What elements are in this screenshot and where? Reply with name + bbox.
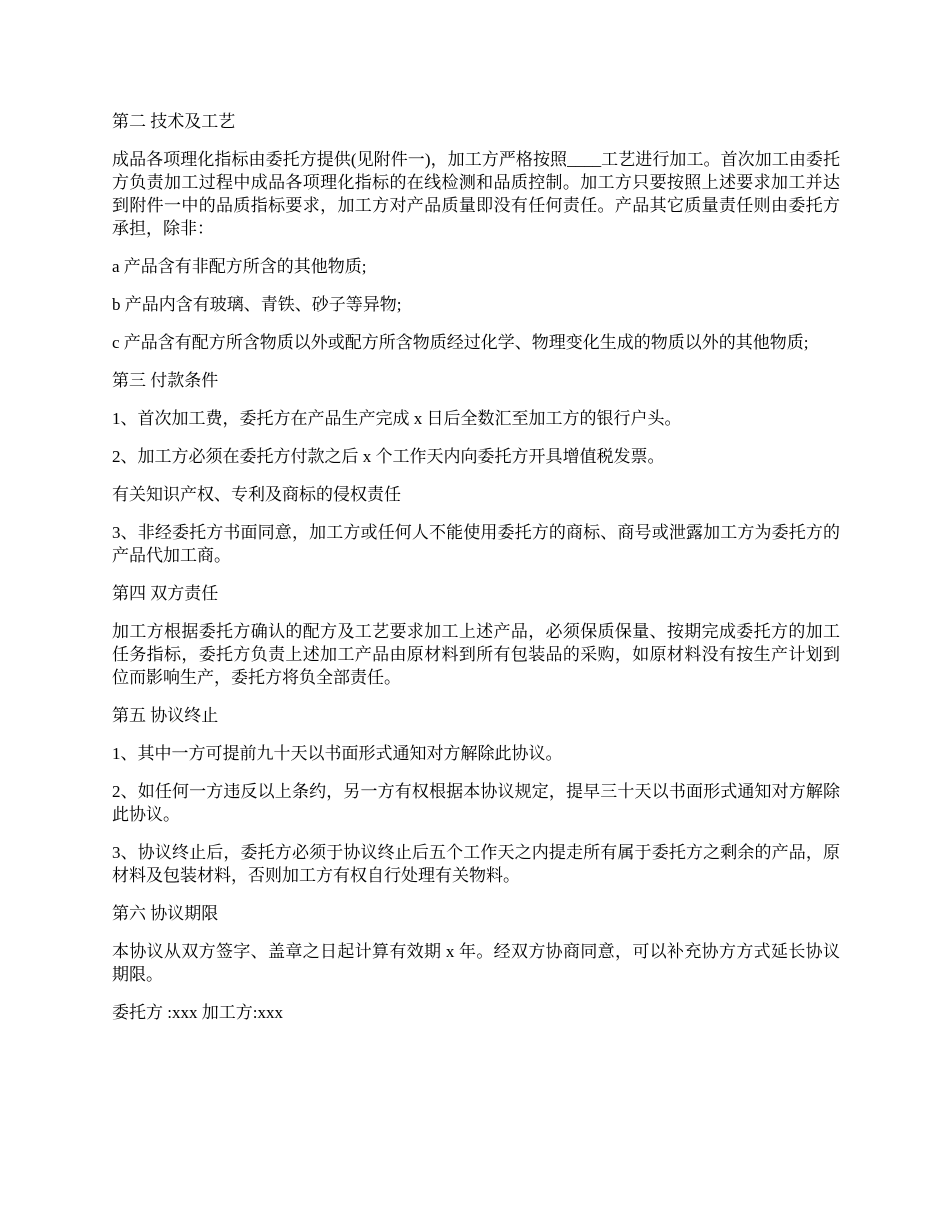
- termination-clause-1: 1、其中一方可提前九十天以书面形式通知对方解除此协议。: [112, 744, 563, 763]
- termination-clause-2: 2、如任何一方违反以上条约，另一方有权根据本协议规定，提早三十天以书面形式通知对方解除此协议。: [112, 782, 840, 824]
- paragraph-technology-terms: 成品各项理化指标由委托方提供(见附件一)，加工方严格按照____工艺进行加工。首次加工由委托方负责加工过程中成品各项理化指标的在线检测和品质控制。加工方只要按照上述要求加工并达到附件一中的品质指标要求，加工方对产品质量即没有任何责任。产品其它质量责任则由委托方承担，除非：: [112, 150, 840, 238]
- subheading-ip-liability: 有关知识产权、专利及商标的侵权责任: [112, 485, 401, 504]
- paragraph-term: 本协议从双方签字、盖章之日起计算有效期 x 年。经双方协商同意，可以补充协方方式延长协议期限。: [112, 942, 840, 984]
- termination-clause-3: 3、协议终止后，委托方必须于协议终止后五个工作天之内提走所有属于委托方之剩余的产品，原材料及包装材料，否则加工方有权自行处理有关物料。: [112, 843, 840, 885]
- signature-line: 委托方 :xxx 加工方:xxx: [112, 1003, 283, 1022]
- ip-clause-3: 3、非经委托方书面同意，加工方或任何人不能使用委托方的商标、商号或泄露加工方为委托方的产品代加工商。: [112, 523, 840, 565]
- section-heading-termination: 第五 协议终止: [112, 706, 219, 725]
- section-heading-term: 第六 协议期限: [112, 904, 219, 923]
- section-heading-technology: 第二 技术及工艺: [112, 112, 236, 131]
- list-item-b: b 产品内含有玻璃、青铁、砂子等异物;: [112, 295, 402, 314]
- payment-clause-1: 1、首次加工费，委托方在产品生产完成 x 日后全数汇至加工方的银行户头。: [112, 409, 682, 428]
- paragraph-responsibilities: 加工方根据委托方确认的配方及工艺要求加工上述产品，必须保质保量、按期完成委托方的加工任务指标，委托方负责上述加工产品由原材料到所有包装品的采购，如原材料没有按生产计划到位而影响生产，委托方将负全部责任。: [112, 622, 840, 687]
- document-body: [112, 110, 840, 1039]
- payment-clause-2: 2、加工方必须在委托方付款之后 x 个工作天内向委托方开具增值税发票。: [112, 447, 665, 466]
- list-item-a: a 产品含有非配方所含的其他物质;: [112, 257, 367, 276]
- section-heading-responsibilities: 第四 双方责任: [112, 584, 219, 603]
- list-item-c: c 产品含有配方所含物质以外或配方所含物质经过化学、物理变化生成的物质以外的其他物质;: [112, 333, 809, 352]
- section-heading-payment: 第三 付款条件: [112, 371, 219, 390]
